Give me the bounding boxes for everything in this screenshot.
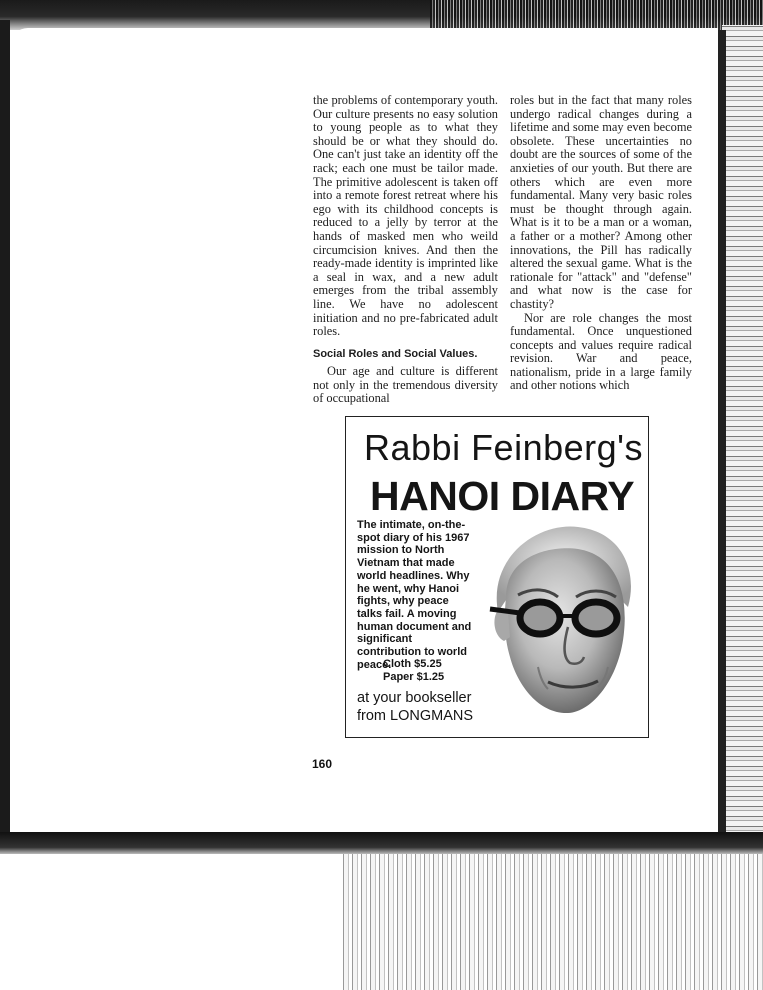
- article-paragraph: the problems of contemporary youth. Our culture presents no easy solution to young people as to what they should be or what they should do. One can't just take an identity off the rack; each one must be tailor made. The primitive adolescent is taken off into a remote forest retreat where his ego with its childhood concepts is reduced to a jelly by terror at the hands of masked men who weild circumcision knives. And then the ready-made identity is imprinted like a seal in wax, and a new adult emerges from the tribal assembly line. We have no adolescent initiation and no pre-fabricated adult roles.: [313, 93, 498, 339]
- book-advertisement: [345, 416, 649, 738]
- portrait-glasses-right: [575, 602, 617, 634]
- ad-price-cloth: Cloth $5.25: [383, 658, 442, 670]
- ad-price-paper: Paper $1.25: [383, 671, 445, 683]
- ad-publisher-line: from LONGMANS: [357, 708, 474, 724]
- article-paragraph: roles but in the fact that many roles undergo radical changes during a lifetime and some may even become obsolete. These uncertainties no doubt are the sources of some of the anxieties of our youth. But there are others which are even more fundamental. Many very basic roles must be thought through again. What is it to be a man or a woman, a father or a mother? Among other innovations, the Pill has radically altered the sexual game. What is the rationale for "attack" and "defense" and what now is the case for chastity?: [510, 93, 692, 311]
- ad-author-name: Rabbi Feinberg's: [364, 427, 644, 468]
- article-paragraph: Nor are role changes the most fundamental. Once unquestioned concepts and values require radical revision. War and peace, nationalism, pride in a large family and other notions which: [510, 310, 692, 393]
- scan-bottom-band: [0, 832, 763, 854]
- scan-left-band: [0, 20, 10, 840]
- ad-availability-line: at your bookseller: [357, 690, 472, 706]
- article-paragraph: Our age and culture is different not only in the tremendous diversity of occupational: [313, 364, 498, 406]
- article-column-right: [510, 94, 692, 393]
- article-column-left: [313, 94, 498, 406]
- portrait-photo: [478, 517, 638, 717]
- scan-right-edge: [718, 30, 726, 840]
- scan-top-stripes: [430, 0, 763, 30]
- page-number: 160: [312, 757, 333, 771]
- portrait-glasses-left: [520, 602, 560, 634]
- ad-availability: [357, 689, 473, 725]
- scan-right-band: [722, 25, 763, 840]
- scan-bottom-stripes: [340, 850, 763, 990]
- ad-book-title: HANOI DIARY: [370, 473, 635, 519]
- section-subheading: Social Roles and Social Values.: [313, 347, 478, 360]
- ad-description: The intimate, on-the-spot diary of his 1967 mission to North Vietnam that made world headlines. Why he went, why Hanoi fights, why peace talks fail. A moving human document and significant contribution to world peace.: [357, 519, 472, 671]
